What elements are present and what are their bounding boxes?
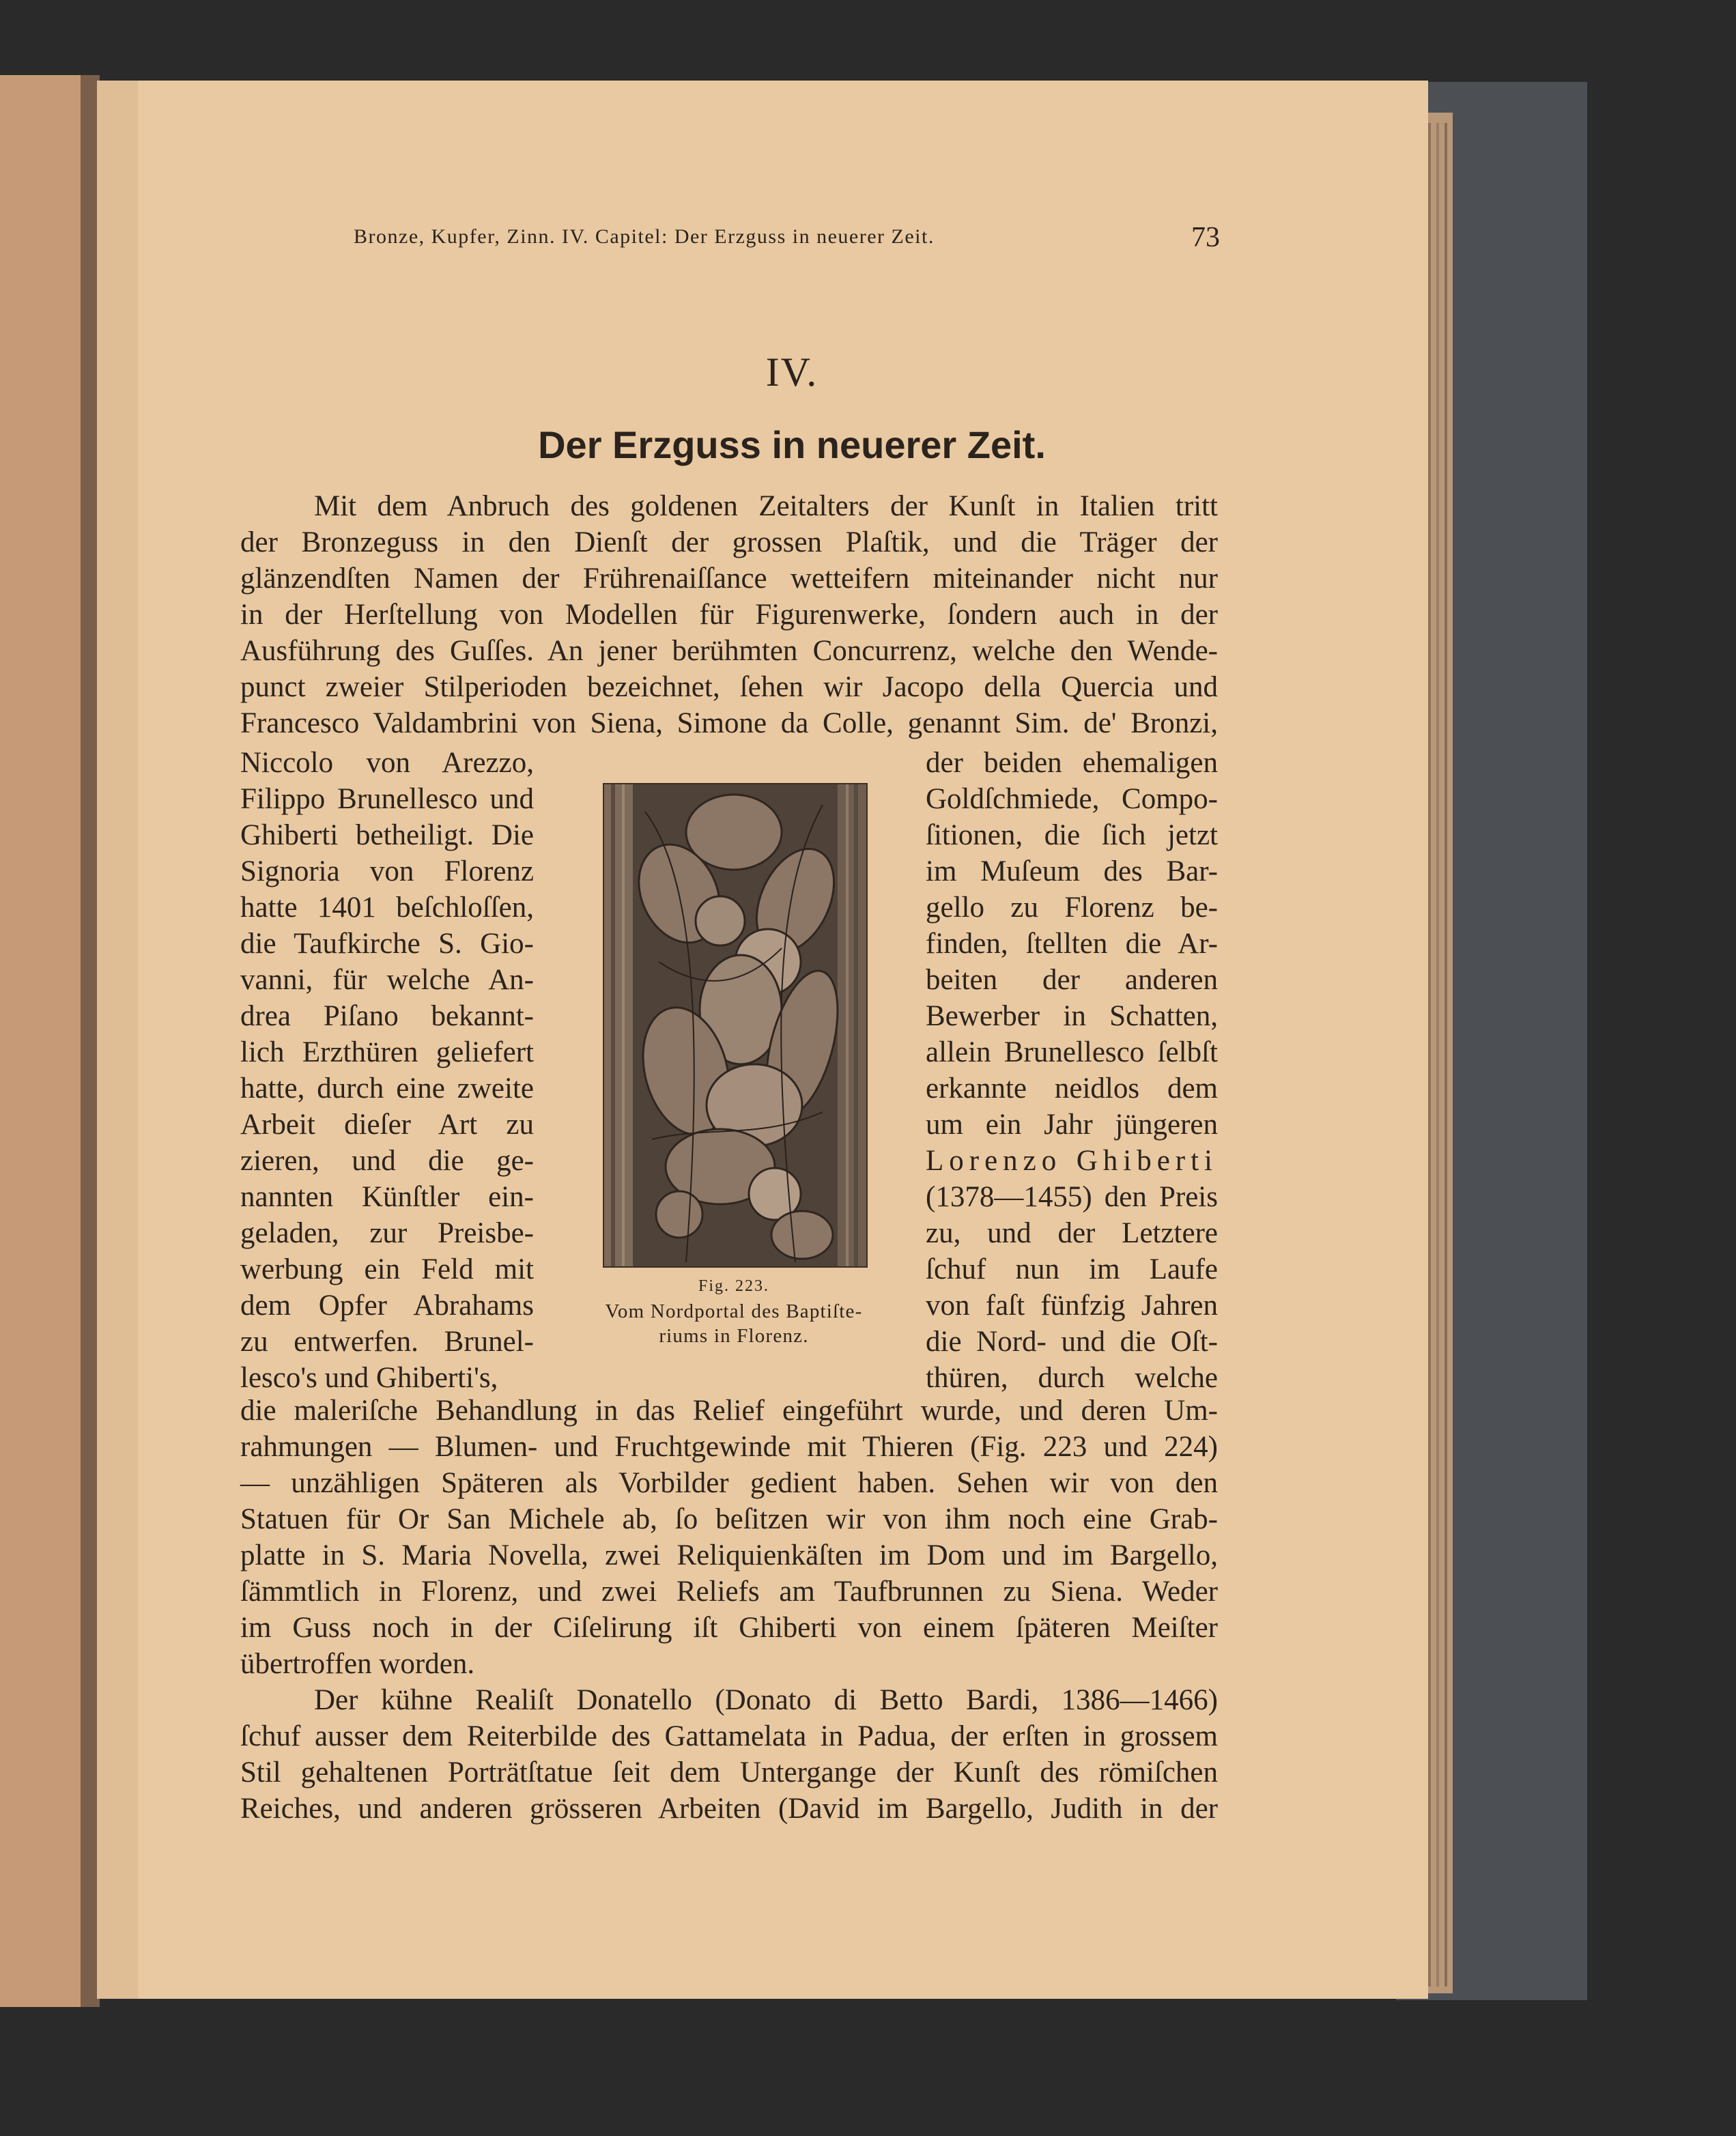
text-line: zu, und der Letztere <box>926 1217 1218 1249</box>
text-line: werbung ein Feld mit <box>240 1253 534 1285</box>
page-number: 73 <box>1191 222 1220 253</box>
chapter-title: Der Erzguss in neuerer Zeit. <box>538 423 1046 466</box>
text-line: Lorenzo Ghiberti <box>926 1145 1218 1177</box>
caption-line: riums in Florenz. <box>659 1325 809 1347</box>
text-line: (1378—1455) den Preis <box>926 1181 1218 1213</box>
text-line: lesco's und Ghiberti's, <box>240 1362 498 1394</box>
text-line: dem Opfer Abrahams <box>240 1290 534 1322</box>
text-line: im Guss noch in der Ciſelirung iſt Ghiberti von einem ſpäteren Meiſter <box>240 1612 1218 1644</box>
text-line: punct zweier Stilperioden bezeichnet, ſehen wir Jacopo della Quercia und <box>240 671 1218 703</box>
text-line: hatte, durch eine zweite <box>240 1072 534 1105</box>
text-line: erkannte neidlos dem <box>926 1072 1218 1105</box>
text-line: ſitionen, die ſich jetzt <box>926 819 1218 851</box>
text-line: der beiden ehemaligen <box>926 747 1218 779</box>
text-line: der Bronzeguss in den Dienſt der grossen Plaſtik, und die Träger der <box>240 526 1218 558</box>
text-line: Reiches, und anderen grösseren Arbeiten (David im Bargello, Judith in der <box>240 1793 1218 1825</box>
text-line: ſchuf nun im Laufe <box>926 1253 1218 1285</box>
text-line: hatte 1401 beſchloſſen, <box>240 892 534 924</box>
text-line: gello zu Florenz be- <box>926 892 1218 924</box>
text-line: um ein Jahr jüngeren <box>926 1109 1218 1141</box>
text-line: allein Brunellesco ſelbſt <box>926 1036 1218 1068</box>
gutter-shadow <box>81 75 100 2007</box>
text-line: Ausführung des Guſſes. An jener berühmten Concurrenz, welche den Wende- <box>240 635 1218 667</box>
chapter-numeral: IV. <box>765 350 819 395</box>
text-line: die Taufkirche S. Gio- <box>240 928 534 960</box>
text-line: Goldſchmiede, Compo- <box>926 783 1218 815</box>
text-line: beiten der anderen <box>926 964 1218 996</box>
text-line: zu entwerfen. Brunel- <box>240 1326 534 1358</box>
left-page-edge <box>0 75 89 2007</box>
text-line: Bewerber in Schatten, <box>926 1000 1218 1032</box>
text-line: drea Piſano bekannt- <box>240 1000 534 1032</box>
text-line: zieren, und die ge- <box>240 1145 534 1177</box>
text-line: Signoria von Florenz <box>240 855 534 887</box>
text-line: thüren, durch welche <box>926 1362 1218 1394</box>
text-line: Der kühne Realiſt Donatello (Donato di Betto Bardi, 1386—1466) <box>314 1684 1218 1716</box>
text-line: in der Herſtellung von Modellen für Figurenwerke, ſondern auch in der <box>240 599 1218 631</box>
text-line: geladen, zur Preisbe- <box>240 1217 534 1249</box>
text-line: vanni, für welche An- <box>240 964 534 996</box>
caption-line: Vom Nordportal des Baptiſte- <box>605 1300 863 1322</box>
text-line: Niccolo von Arezzo, <box>240 747 534 779</box>
text-line: finden, ſtellten die Ar- <box>926 928 1218 960</box>
text-line: die maleriſche Behandlung in das Relief eingeführt wurde, und deren Um- <box>240 1395 1218 1427</box>
text-line: Arbeit dieſer Art zu <box>240 1109 534 1141</box>
relief-illustration <box>604 784 866 1266</box>
running-head: Bronze, Kupfer, Zinn. IV. Capitel: Der Erzguss in neuerer Zeit. <box>354 225 935 248</box>
text-line: Stil gehaltenen Porträtſtatue ſeit dem Untergange der Kunſt des römiſchen <box>240 1756 1218 1789</box>
figure-caption <box>586 1299 882 1356</box>
text-line: im Muſeum des Bar- <box>926 855 1218 887</box>
text-line: glänzendſten Namen der Frührenaiſſance wetteifern miteinander nicht nur <box>240 563 1218 595</box>
right-column <box>926 745 1218 1394</box>
text-line: platte in S. Maria Novella, zwei Reliquienkäſten im Dom und im Bargello, <box>240 1539 1218 1571</box>
text-line: nannten Künſtler ein- <box>240 1181 534 1213</box>
text-line: Ghiberti betheiligt. Die <box>240 819 534 851</box>
text-line: Filippo Brunellesco und <box>240 783 534 815</box>
text-line: Mit dem Anbruch des goldenen Zeitalters der Kunſt in Italien tritt <box>314 490 1218 522</box>
text-line: von faſt fünfzig Jahren <box>926 1290 1218 1322</box>
text-line: ſämmtlich in Florenz, und zwei Reliefs am Taufbrunnen zu Siena. Weder <box>240 1576 1218 1608</box>
text-line: Francesco Valdambrini von Siena, Simone da Colle, genannt Sim. de' Bronzi, <box>240 707 1218 739</box>
text-line: übertroffen worden. <box>240 1648 475 1680</box>
figure-relief-image <box>603 783 868 1268</box>
text-line: die Nord- und die Oſt- <box>926 1326 1218 1358</box>
left-column <box>240 745 534 1394</box>
text-line: — unzähligen Späteren als Vorbilder gedient haben. Sehen wir von den <box>240 1467 1218 1499</box>
text-line: Statuen für Or San Michele ab, ſo beſitzen wir von ihm noch eine Grab- <box>240 1503 1218 1535</box>
text-line: lich Erzthüren geliefert <box>240 1036 534 1068</box>
figure-label: Fig. 223. <box>698 1277 769 1295</box>
text-line: rahmungen — Blumen- und Fruchtgewinde mit Thieren (Fig. 223 und 224) <box>240 1431 1218 1463</box>
text-line: ſchuf ausser dem Reiterbilde des Gattamelata in Padua, der erſten in grossem <box>240 1720 1218 1752</box>
